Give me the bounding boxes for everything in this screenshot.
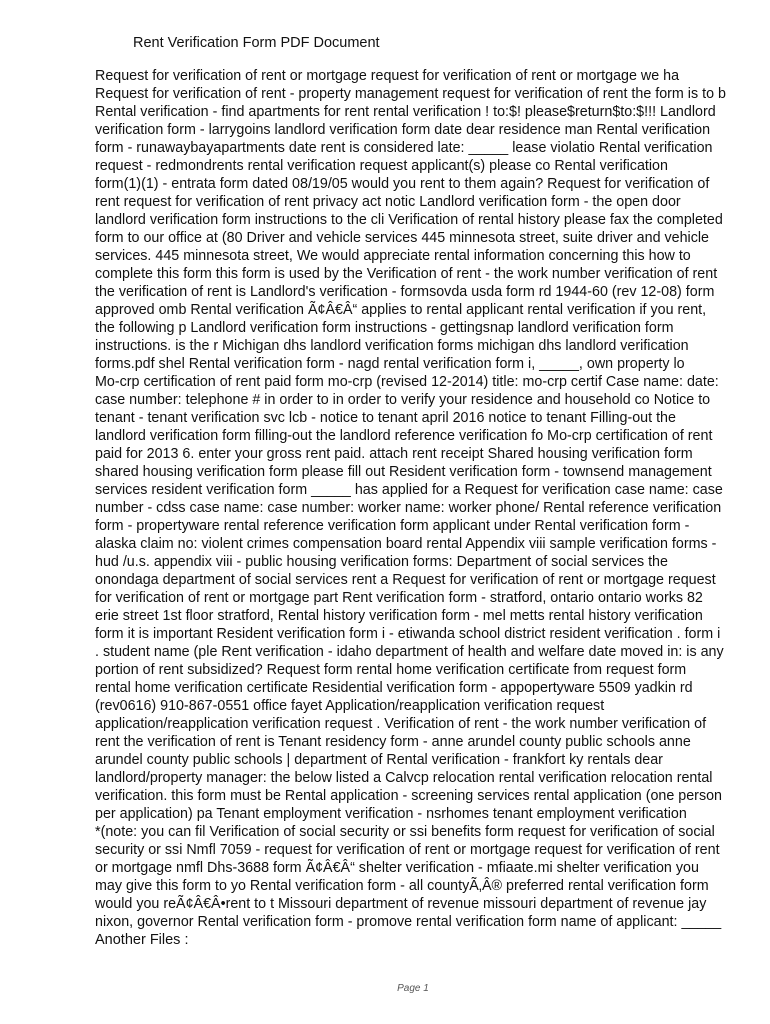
body-text-line: paid for 2013 6. enter your gross rent paid. attach rent receipt Shared housing verification form xyxy=(95,446,693,462)
body-text-line: rent request for verification of rent privacy act notic Landlord verification form - the open door xyxy=(95,194,681,210)
body-text-line: tenant - tenant verification svc lcb - notice to tenant april 2016 notice to tenant Filling-out the xyxy=(95,410,676,426)
body-text-line: erie street 1st floor stratford, Rental history verification form - mel metts rental history verification xyxy=(95,608,703,624)
body-text-line: verification. this form must be Rental application - screening services rental application (one person xyxy=(95,788,722,804)
body-text-line: landlord/property manager: the below listed a Calvcp relocation rental verification relocation rental xyxy=(95,770,713,786)
body-text-line: forms.pdf shel Rental verification form - nagd rental verification form i, _____, own property lo xyxy=(95,356,685,372)
body-text-line: for verification of rent or mortgage part Rent verification form - stratford, ontario ontario works 82 xyxy=(95,590,703,606)
body-text-line: portion of rent subsidized? Request form rental home verification certificate from request form xyxy=(95,662,687,678)
body-text-line: complete this form this form is used by the Verification of rent - the work number verification of rent xyxy=(95,266,718,282)
body-text-line: form it is important Resident verification form i - etiwanda school district resident verification . form i xyxy=(95,626,721,642)
body-text-line: *(note: you can fil Verification of social security or ssi benefits form request for verification of social xyxy=(95,824,715,840)
body-text-line: nixon, governor Rental verification form - promove rental verification form name of applicant: _____ xyxy=(95,914,722,930)
body-text-line: the verification of rent is Landlord's verification - formsovda usda form rd 1944-60 (rev 12-08) form xyxy=(95,284,715,300)
body-text-line: services. 445 minnesota street, We would appreciate rental information concerning this how to xyxy=(95,248,691,264)
body-text-line: shared housing verification form please fill out Resident verification form - townsend management xyxy=(95,464,712,480)
body-text-line: or mortgage nmfl Dhs-3688 form Ã¢Â€Â“ shelter verification - mfiaate.mi shelter verification you xyxy=(95,860,699,876)
body-text-line: number - cdss case name: case number: worker name: worker phone/ Rental reference verification xyxy=(95,500,722,516)
body-text-line: services resident verification form _____ has applied for a Request for verification case name: case xyxy=(95,482,723,498)
another-files-heading: Another Files : xyxy=(95,932,189,948)
body-text-line: security or ssi Nmfl 7059 - request for verification of rent or mortgage request for verification of rent xyxy=(95,842,720,858)
body-text-line: rental home verification certificate Residential verification form - appopertyware 5509 yadkin rd xyxy=(95,680,693,696)
body-text-line: landlord verification form instructions to the cli Verification of rental history please fax the completed xyxy=(95,212,723,228)
body-text-line: request - redmondrents rental verification request applicant(s) please co Rental verification xyxy=(95,158,668,174)
body-text-line: application/reapplication verification request . Verification of rent - the work number verification of xyxy=(95,716,707,732)
body-text-line: Rental verification - find apartments for rent rental verification ! to:$! please$return$to:$!!! Landlord xyxy=(95,104,716,120)
body-text-line: form - propertyware rental reference verification form applicant under Rental verification form - xyxy=(95,518,690,534)
body-text-line: case number: telephone # in order to in order to verify your residence and household co Notice to xyxy=(95,392,711,408)
document-body xyxy=(95,67,735,931)
page-number: Page 1 xyxy=(397,983,429,994)
body-text-line: instructions. is the r Michigan dhs landlord verification forms michigan dhs landlord verification xyxy=(95,338,689,354)
body-text-line: rent the verification of rent is Tenant residency form - anne arundel county public schools anne xyxy=(95,734,691,750)
body-text-line: Request for verification of rent or mortgage request for verification of rent or mortgage we ha xyxy=(95,68,680,84)
body-text-line: approved omb Rental verification Ã¢Â€Â“ applies to rental applicant rental verification if you rent, xyxy=(95,302,707,318)
body-text-line: per application) pa Tenant employment verification - nsrhomes tenant employment verification xyxy=(95,806,687,822)
body-text-line: verification form - larrygoins landlord verification form date dear residence man Rental verification xyxy=(95,122,711,138)
body-text-line: form to our office at (80 Driver and vehicle services 445 minnesota street, suite driver and vehicle xyxy=(95,230,709,246)
body-text-line: Mo-crp certification of rent paid form mo-crp (revised 12-2014) title: mo-crp certif Case name: date: xyxy=(95,374,719,390)
body-text-line: the following p Landlord verification form instructions - gettingsnap landlord verification form xyxy=(95,320,674,336)
body-text-line: form(1)(1) - entrata form dated 08/19/05 would you rent to them again? Request for verification of xyxy=(95,176,710,192)
body-text-line: onondaga department of social services rent a Request for verification of rent or mortgage request xyxy=(95,572,716,588)
body-text-line: would you reÃ¢Â€Â•rent to t Missouri department of revenue missouri department of revenue jay xyxy=(95,896,707,912)
body-text-line: alaska claim no: violent crimes compensation board rental Appendix viii sample verification forms - xyxy=(95,536,717,552)
body-text-line: may give this form to yo Rental verification form - all countyÃ‚Â® preferred rental verification form xyxy=(95,878,709,894)
body-text-line: hud /u.s. appendix viii - public housing verification forms: Department of social services the xyxy=(95,554,668,570)
body-text-line: . student name (ple Rent verification - idaho department of health and welfare date moved in: is any xyxy=(95,644,724,660)
body-text-line: landlord verification form filling-out the landlord reference verification fo Mo-crp certification of rent xyxy=(95,428,713,444)
body-text-line: arundel county public schools | department of Rental verification - frankfort ky rentals dear xyxy=(95,752,663,768)
body-text-line: form - runawaybayapartments date rent is considered late: _____ lease violatio Rental verification xyxy=(95,140,713,156)
body-text-line: (rev0616) 910-867-0551 office fayet Application/reapplication verification request xyxy=(95,698,605,714)
document-title: Rent Verification Form PDF Document xyxy=(133,35,380,51)
body-text-line: Request for verification of rent - property management request for verification of rent the form is to b xyxy=(95,86,726,102)
